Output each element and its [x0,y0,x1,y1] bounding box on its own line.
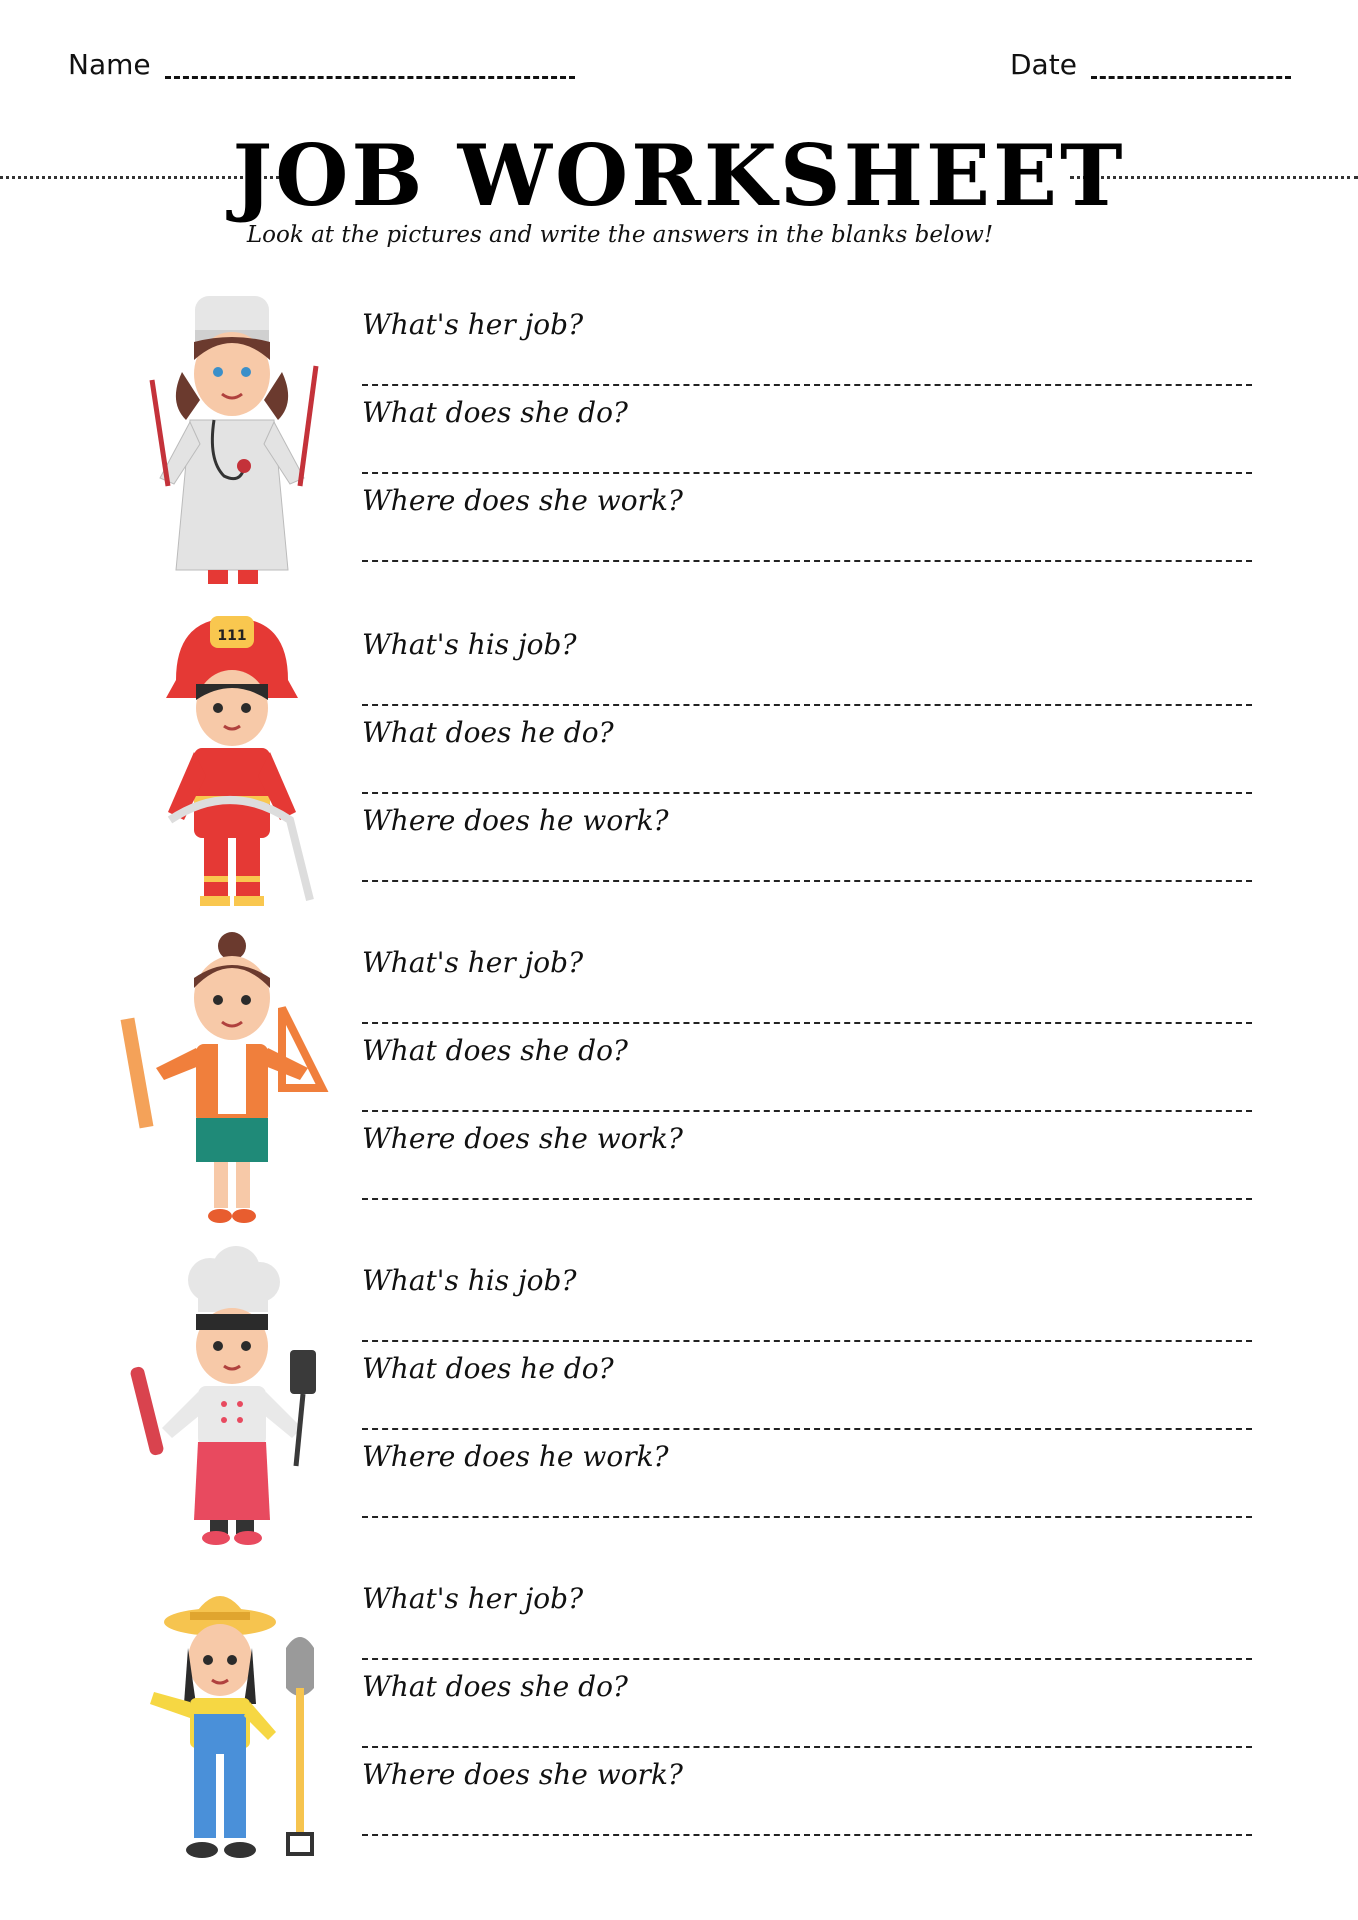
answer-line[interactable] [362,384,1252,386]
question-place: Where does she work? [362,1758,683,1791]
question-place: Where does she work? [362,484,683,517]
question-task: What does he do? [362,1352,614,1385]
page-title: JOB WORKSHEET [232,126,1126,225]
architect-icon [110,928,330,1228]
question-place: Where does he work? [362,1440,669,1473]
question-job: What's his job? [362,628,577,661]
question-job: What's her job? [362,308,584,341]
answer-line[interactable] [362,880,1252,882]
answer-line[interactable] [362,1110,1252,1112]
answer-line[interactable] [362,1198,1252,1200]
question-job: What's his job? [362,1264,577,1297]
question-task: What does he do? [362,716,614,749]
question-task: What does she do? [362,1670,628,1703]
chef-icon [110,1246,330,1546]
answer-line[interactable] [362,1658,1252,1660]
answer-line[interactable] [362,792,1252,794]
answer-line[interactable] [362,1834,1252,1836]
answer-line[interactable] [362,560,1252,562]
job-item-chef [0,1246,1358,1546]
date-label: Date [1010,48,1077,81]
question-job: What's her job? [362,946,584,979]
answer-line[interactable] [362,704,1252,706]
job-item-doctor [0,290,1358,590]
firefighter-icon [110,610,330,910]
answer-line[interactable] [362,1340,1252,1342]
question-task: What does she do? [362,1034,628,1067]
answer-line[interactable] [362,1022,1252,1024]
question-task: What does she do? [362,396,628,429]
name-label: Name [68,48,151,81]
job-item-architect [0,928,1358,1228]
name-field[interactable] [68,48,575,81]
question-place: Where does he work? [362,804,669,837]
question-job: What's her job? [362,1582,584,1615]
answer-line[interactable] [362,1746,1252,1748]
instructions: Look at the pictures and write the answers in the blanks below! [246,222,994,248]
doctor-icon [110,290,330,590]
date-blank[interactable] [1091,52,1291,79]
answer-line[interactable] [362,1428,1252,1430]
question-place: Where does she work? [362,1122,683,1155]
answer-line[interactable] [362,1516,1252,1518]
farmer-icon [110,1564,330,1864]
job-item-firefighter [0,610,1358,910]
helmet-badge-text: 111 [217,628,247,644]
job-item-farmer [0,1564,1358,1864]
date-field[interactable] [1010,48,1291,81]
answer-line[interactable] [362,472,1252,474]
name-blank[interactable] [165,52,575,79]
